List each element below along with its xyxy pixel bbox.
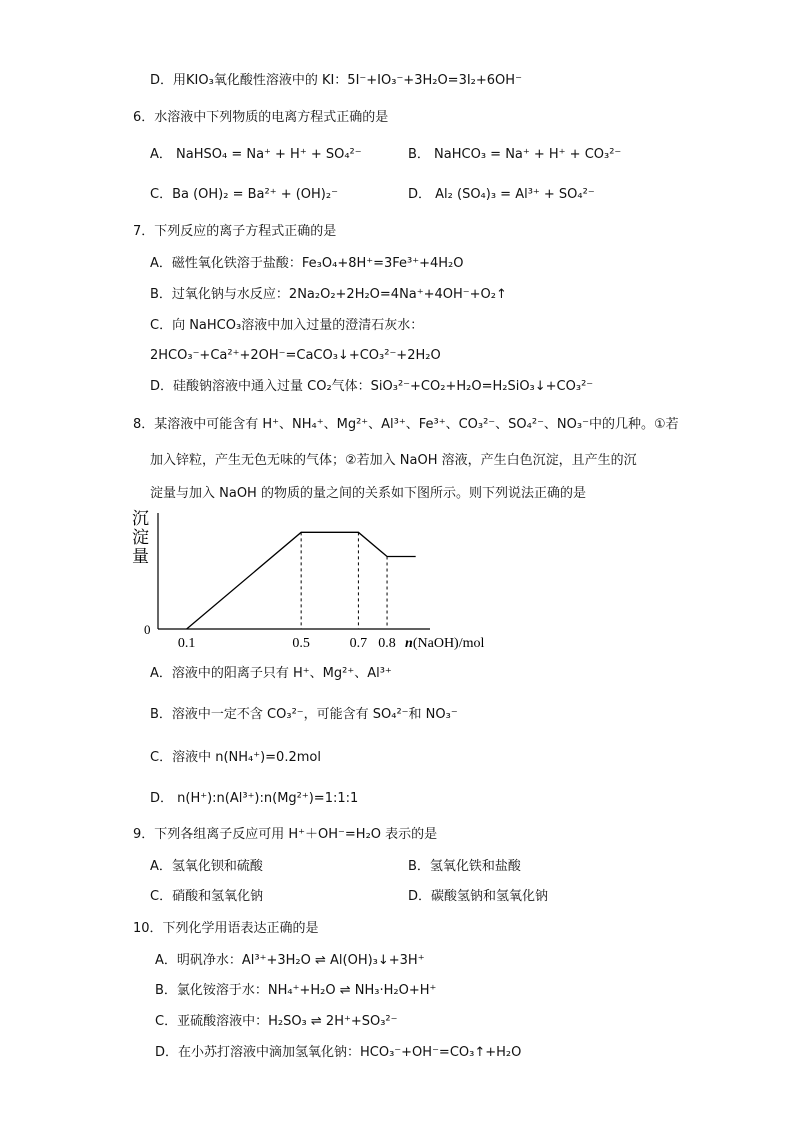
q9-stem: 9．下列各组离子反应可用 H⁺＋OH⁻=H₂O 表示的是 [133, 827, 438, 842]
q10-option-d: D．在小苏打溶液中滴加氢氧化钠：HCO₃⁻+OH⁻=CO₃↑+H₂O [155, 1045, 522, 1060]
q7-option-c: C．向 NaHCO₃溶液中加入过量的澄清石灰水： [150, 318, 424, 333]
q8-option-c: C．溶液中 n(NH₄⁺)=0.2mol [150, 750, 321, 765]
y-axis-label-char: 量 [132, 547, 149, 567]
x-tick-label: 0.5 [292, 636, 310, 651]
q6-option-d: D． Al₂ (SO₄)₃ = Al³⁺ + SO₄²⁻ [408, 187, 595, 202]
y-axis-label-char: 淀 [132, 528, 149, 548]
q9-option-d: D．碳酸氢钠和氢氧化钠 [408, 889, 549, 904]
q7-option-a: A．磁性氧化铁溶于盐酸：Fe₃O₄+8H⁺=3Fe³⁺+4H₂O [150, 256, 464, 271]
q10-option-b: B．氯化铵溶于水：NH₄⁺+H₂O ⇌ NH₃·H₂O+H⁺ [155, 983, 437, 998]
q9-option-b: B．氢氧化铁和盐酸 [408, 859, 521, 874]
q5-option-d: D．用KIO₃氧化酸性溶液中的 KI：5I⁻+IO₃⁻+3H₂O=3I₂+6OH⁻ [150, 73, 522, 88]
q9-option-c: C．硝酸和氢氧化钠 [150, 889, 264, 904]
q9-option-a: A．氢氧化钡和硫酸 [150, 859, 263, 874]
q10-stem: 10．下列化学用语表达正确的是 [133, 921, 319, 936]
q7-stem: 7．下列反应的离子方程式正确的是 [133, 224, 337, 239]
q7-option-c-equation: 2HCO₃⁻+Ca²⁺+2OH⁻=CaCO₃↓+CO₃²⁻+2H₂O [150, 348, 441, 363]
q10-option-a: A．明矾净水：Al³⁺+3H₂O ⇌ Al(OH)₃↓+3H⁺ [155, 953, 425, 968]
q8-option-b: B．溶液中一定不含 CO₃²⁻，可能含有 SO₄²⁻和 NO₃⁻ [150, 707, 458, 722]
q8-stem-line1: 8．某溶液中可能含有 H⁺、NH₄⁺、Mg²⁺、Al³⁺、Fe³⁺、CO₃²⁻、SO₄²⁻、NO₃⁻中的几种。①若 [133, 417, 679, 432]
x-tick-label: 0.7 [349, 636, 368, 651]
q7-option-d: D．硅酸钠溶液中通入过量 CO₂气体：SiO₃²⁻+CO₂+H₂O=H₂SiO₃↓+CO₃²⁻ [150, 379, 594, 394]
x-axis-label: n(NaOH)/mol [405, 636, 485, 651]
x-tick-label: 0.8 [378, 636, 396, 651]
origin-label: 0 [144, 622, 151, 637]
x-tick-label: 0.1 [177, 636, 196, 651]
q6-option-c: C．Ba (OH)₂ = Ba²⁺ + (OH)₂⁻ [150, 187, 338, 202]
precipitate-chart [130, 505, 485, 655]
q8-option-a: A．溶液中的阳离子只有 H⁺、Mg²⁺、Al³⁺ [150, 666, 392, 681]
q6-stem: 6．水溶液中下列物质的电离方程式正确的是 [133, 110, 389, 125]
q7-option-b: B．过氧化钠与水反应：2Na₂O₂+2H₂O=4Na⁺+4OH⁻+O₂↑ [150, 287, 507, 302]
q8-option-d: D． n(H⁺):n(Al³⁺):n(Mg²⁺)=1:1:1 [150, 791, 359, 806]
q6-option-b: B． NaHCO₃ = Na⁺ + H⁺ + CO₃²⁻ [408, 147, 622, 162]
q8-stem-line2: 加入锌粒，产生无色无味的气体；②若加入 NaOH 溶液，产生白色沉淀，且产生的沉 [150, 453, 637, 468]
q8-stem-line3: 淀量与加入 NaOH 的物质的量之间的关系如下图所示。则下列说法正确的是 [150, 486, 586, 501]
y-axis-label-char: 沉 [132, 509, 149, 529]
q10-option-c: C．亚硫酸溶液中：H₂SO₃ ⇌ 2H⁺+SO₃²⁻ [155, 1014, 398, 1029]
q6-option-a: A． NaHSO₄ = Na⁺ + H⁺ + SO₄²⁻ [150, 147, 362, 162]
